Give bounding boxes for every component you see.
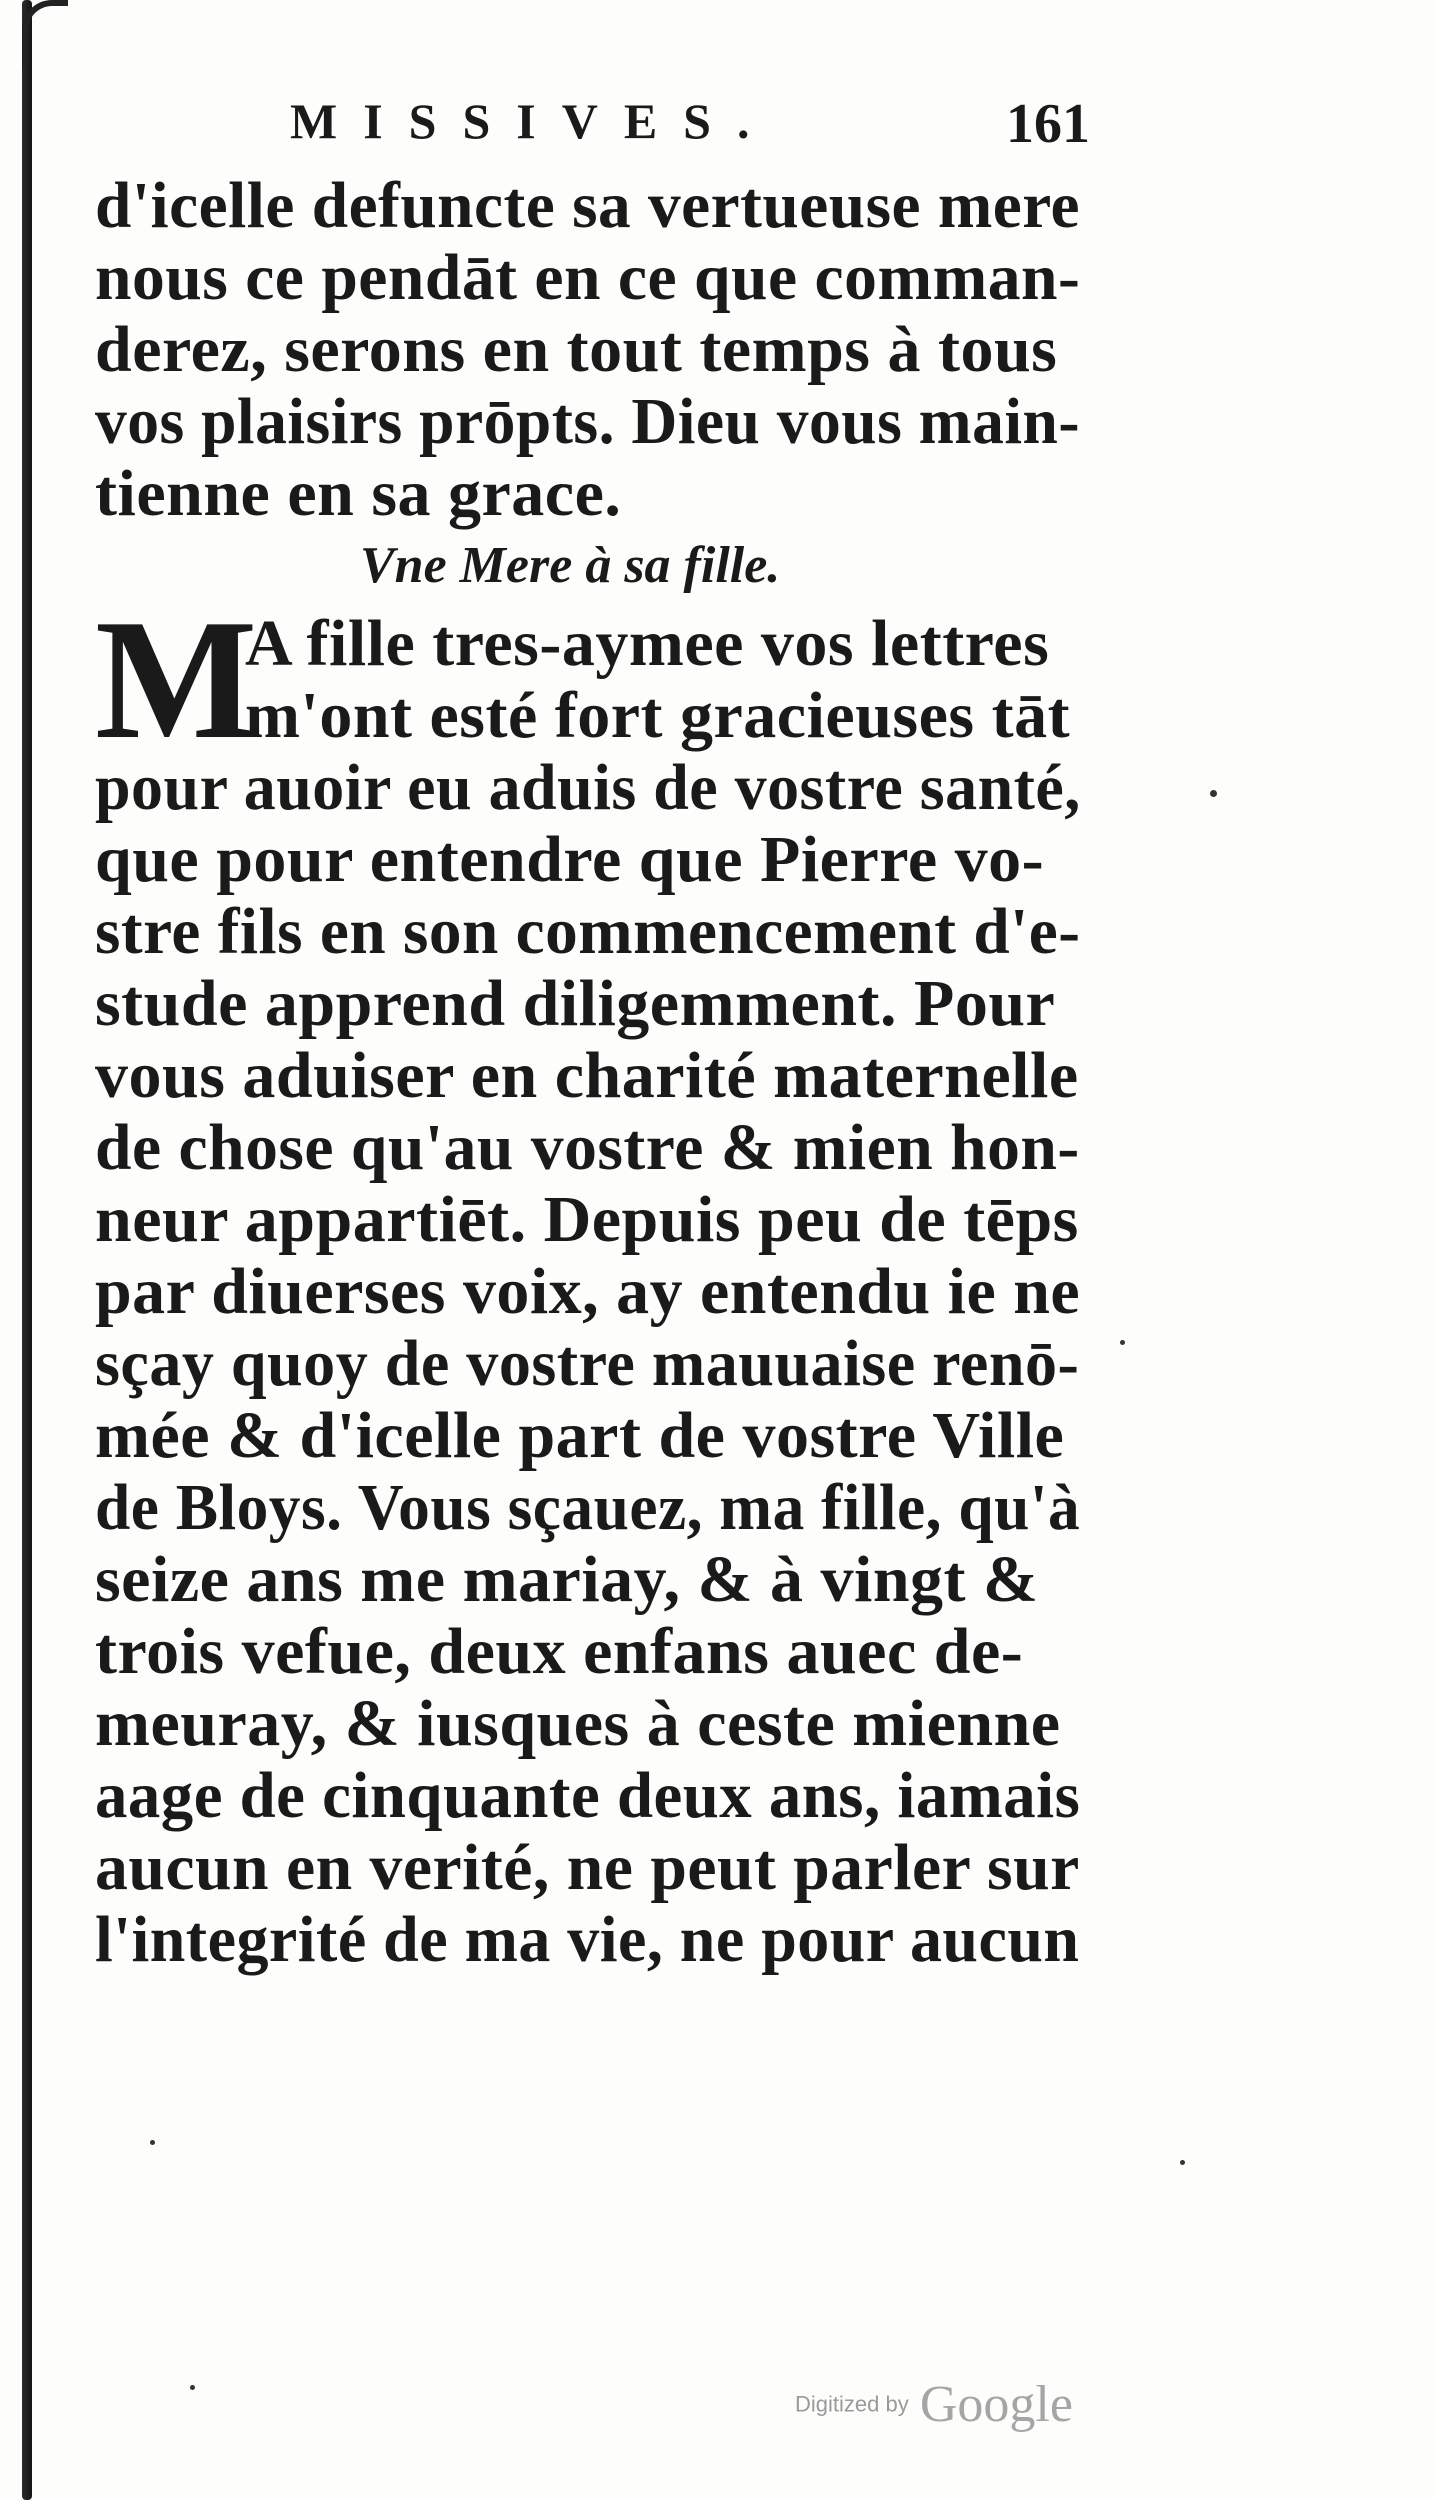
text-line: aage de cinquante deux ans, iamais — [95, 1759, 1081, 1832]
text-line: meuray, & iusques à ceste mienne — [95, 1687, 1061, 1760]
opening-paragraph — [95, 585, 1080, 775]
text-block — [95, 170, 1080, 1976]
text-line: de chose qu'au vostre & mien hon- — [95, 1111, 1080, 1184]
text-line: d'icelle defuncte sa vertueuse mere — [95, 169, 1081, 242]
ink-speck — [1120, 1340, 1125, 1345]
text-line: vous aduiser en charité maternelle — [95, 1039, 1079, 1112]
text-line: vos plaisirs prōpts. Dieu vous main- — [95, 385, 1080, 458]
text-line: l'integrité de ma vie, ne pour aucun — [95, 1903, 1080, 1976]
text-line: que pour entendre que Pierre vo- — [95, 823, 1045, 896]
text-line: pour auoir eu aduis de vostre santé, — [95, 751, 1081, 824]
text-line: m'ont esté fort gracieuses tāt — [245, 679, 1071, 752]
page-number: 161 — [1006, 93, 1090, 155]
page-header — [270, 92, 1090, 162]
ink-speck — [190, 2385, 195, 2390]
drop-cap: M — [95, 585, 258, 775]
text-line: sçay quoy de vostre mauuaise renō- — [95, 1327, 1080, 1400]
lines-after — [95, 752, 1080, 1976]
digitized-watermark — [795, 2375, 1073, 2434]
text-line: stre fils en son commencement d'e- — [95, 895, 1081, 968]
ink-speck — [150, 2140, 155, 2145]
text-line: tienne en sa grace. — [95, 457, 622, 530]
text-line: par diuerses voix, ay entendu ie ne — [95, 1255, 1081, 1328]
running-head: MISSIVES. — [290, 93, 776, 149]
text-line: mée & d'icelle part de vostre Ville — [95, 1399, 1065, 1472]
text-line: aucun en verité, ne peut parler sur — [95, 1831, 1080, 1904]
digitized-by-text: Digitized by — [795, 2391, 909, 2417]
google-logo: Google — [919, 2376, 1073, 2433]
section-heading: Vne Mere à sa fille. — [360, 537, 781, 594]
text-line: derez, serons en tout temps à tous — [95, 313, 1058, 386]
text-line: nous ce pendāt en ce que comman- — [95, 241, 1081, 314]
ink-speck — [1210, 790, 1217, 797]
scan-edge — [22, 0, 32, 2500]
text-line: neur appartiēt. Depuis peu de tēps — [95, 1183, 1079, 1256]
text-line: seize ans me mariay, & à vingt & — [95, 1543, 1039, 1616]
text-line: de Bloys. Vous sçauez, ma fille, qu'à — [95, 1471, 1081, 1544]
text-line: A fille tres-aymee vos lettres — [245, 607, 1050, 680]
text-line: trois vefue, deux enfans auec de- — [95, 1615, 1024, 1688]
scan-edge-corner — [22, 0, 68, 66]
ink-speck — [1180, 2160, 1185, 2165]
lines-before — [95, 170, 1080, 530]
text-line: stude apprend diligemment. Pour — [95, 967, 1056, 1040]
